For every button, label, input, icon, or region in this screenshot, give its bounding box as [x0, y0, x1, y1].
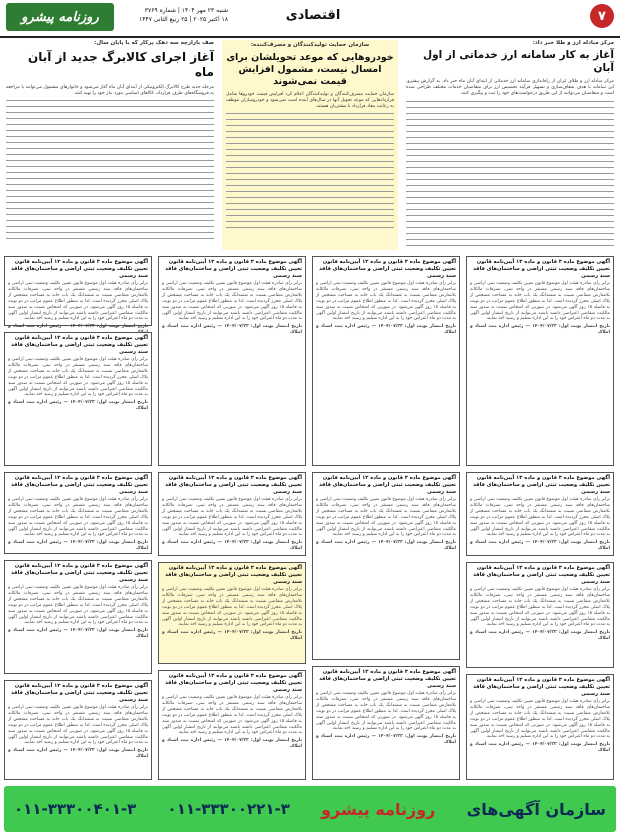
ad-body: برابر رأی صادره هیئت اول موضوع قانون تعیین تکلیف وضعیت ثبتی اراضی و ساختمان‌های فاقد سند رسمی مستقر در واحد ثبتی، تصرفات مالکانه بلامعارض متقاضی نسبت به ششدانگ یک باب خانه به مساحت مشخص از پلاک اصلی محرز گردیده است. لذا به منظور اطلاع عموم مراتب در دو نوبت به فاصله ۱۵ روز آگهی می‌شود. در صورتی که اشخاص نسبت به صدور سند مالکیت متقاضی اعتراضی داشته باشند می‌توانند از تاریخ انتشار اولین آگهی به مدت دو ماه اعتراض خود را به این اداره تسلیم و رسید اخذ نمایند. [470, 497, 610, 538]
ad-body: برابر رأی صادره هیئت اول موضوع قانون تعیین تکلیف وضعیت ثبتی اراضی و ساختمان‌های فاقد سند رسمی مستقر در واحد ثبتی، تصرفات مالکانه بلامعارض متقاضی نسبت به ششدانگ یک باب خانه به مساحت مشخص از پلاک اصلی محرز گردیده است. لذا به منظور اطلاع عموم مراتب در دو نوبت به فاصله ۱۵ روز آگهی می‌شود. در صورتی که اشخاص نسبت به صدور سند مالکیت متقاضی اعتراضی داشته باشند می‌توانند از تاریخ انتشار اولین آگهی به مدت دو ماه اعتراض خود را به این اداره تسلیم و رسید اخذ نمایند. [8, 705, 148, 746]
ad-title: آگهی موضوع ماده ۳ قانون و ماده ۱۳ آیین‌نامه قانون تعیین تکلیف وضعیت ثبتی اراضی و ساختمان‌های فاقد سند رسمی [473, 677, 610, 697]
article-body: سازمان حمایت مصرف‌کنندگان و تولیدکنندگان اعلام کرد افزایش قیمت خودروها شامل قراردادهایی که موعد تحویل آنها در سال‌های آینده است نمی‌شود و خودروسازان موظف به رعایت مفاد قرارداد با مشتریان هستند. [226, 91, 394, 109]
legal-ad-box [158, 670, 306, 780]
ad-footer: تاریخ انتشار نوبت اول: ۱۴۰۴/۰۷/۲۳ — رئیس اداره ثبت اسناد و املاک [316, 324, 456, 336]
ad-title: آگهی موضوع ماده ۳ قانون و ماده ۱۳ آیین‌نامه قانون تعیین تکلیف وضعیت ثبتی اراضی و ساختمان‌های فاقد سند رسمی [11, 475, 148, 495]
legal-ad-box [158, 472, 306, 556]
ad-body: برابر رأی صادره هیئت اول موضوع قانون تعیین تکلیف وضعیت ثبتی اراضی و ساختمان‌های فاقد سند رسمی مستقر در واحد ثبتی، تصرفات مالکانه بلامعارض متقاضی نسبت به ششدانگ یک باب خانه به مساحت مشخص از پلاک اصلی محرز گردیده است. لذا به منظور اطلاع عموم مراتب در دو نوبت به فاصله ۱۵ روز آگهی می‌شود. در صورتی که اشخاص نسبت به صدور سند مالکیت متقاضی اعتراضی داشته باشند می‌توانند از تاریخ انتشار اولین آگهی به مدت دو ماه اعتراض خود را به این اداره تسلیم و رسید اخذ نمایند. [162, 695, 302, 736]
ads-footer-banner [4, 786, 616, 832]
ad-footer: تاریخ انتشار نوبت اول: ۱۴۰۴/۰۷/۲۳ — رئیس اداره ثبت اسناد و املاک [470, 630, 610, 642]
article-headline: آغاز اجرای کالابرگ جدید از آبان ماه [27, 50, 214, 79]
ad-body: برابر رأی صادره هیئت اول موضوع قانون تعیین تکلیف وضعیت ثبتی اراضی و ساختمان‌های فاقد سند رسمی مستقر در واحد ثبتی، تصرفات مالکانه بلامعارض متقاضی نسبت به ششدانگ یک باب خانه به مساحت مشخص از پلاک اصلی محرز گردیده است. لذا به منظور اطلاع عموم مراتب در دو نوبت به فاصله ۱۵ روز آگهی می‌شود. در صورتی که اشخاص نسبت به صدور سند مالکیت متقاضی اعتراضی داشته باشند می‌توانند از تاریخ انتشار اولین آگهی به مدت دو ماه اعتراض خود را به این اداره تسلیم و رسید اخذ نمایند. [8, 357, 148, 398]
legal-ad-box [4, 332, 152, 466]
ad-title: آگهی موضوع ماده ۳ قانون و ماده ۱۳ آیین‌نامه قانون تعیین تکلیف وضعیت ثبتی اراضی و ساختمان‌های فاقد سند رسمی [473, 259, 610, 279]
ad-footer: تاریخ انتشار نوبت اول: ۱۴۰۴/۰۷/۲۳ — رئیس اداره ثبت اسناد و املاک [162, 738, 302, 750]
legal-ad-box [466, 674, 614, 780]
ad-footer: تاریخ انتشار نوبت اول: ۱۴۰۴/۰۷/۲۳ — رئیس اداره ثبت اسناد و املاک [162, 540, 302, 552]
ad-title: آگهی موضوع ماده ۳ قانون و ماده ۱۳ آیین‌نامه قانون تعیین تکلیف وضعیت ثبتی اراضی و ساختمان‌های فاقد سند رسمی [319, 259, 456, 279]
article-car-prices [222, 40, 398, 250]
article-body: مرکز مبادله ارز و طلای ایران از راه‌اندازی سامانه ارز خدماتی از ابتدای آبان ماه خبر داد. به گزارش پیشرو، این سامانه با هدف شفاف‌سازی و تسهیل فرآیند تخصیص ارز برای متقاضیان خدمات مختلف طراحی شده است و متقاضیان می‌توانند از این طریق درخواست‌های خود را ثبت و پیگیری کنند. [406, 79, 614, 97]
ad-title: آگهی موضوع ماده ۳ قانون و ماده ۱۳ آیین‌نامه قانون تعیین تکلیف وضعیت ثبتی اراضی و ساختمان‌های فاقد سند رسمی [165, 673, 302, 693]
footer-phone-2: ۰۱۱-۳۳۳۰۰۴۰۱-۳ [14, 800, 137, 818]
legal-ad-box [4, 256, 152, 330]
ad-title: آگهی موضوع ماده ۳ قانون و ماده ۱۳ آیین‌نامه قانون تعیین تکلیف وضعیت ثبتی اراضی و ساختمان‌های فاقد سند رسمی [319, 475, 456, 495]
ad-footer: تاریخ انتشار نوبت اول: ۱۴۰۴/۰۷/۲۳ — رئیس اداره ثبت اسناد و املاک [470, 324, 610, 336]
newspaper-logo: روزنامه پیشرو [6, 3, 114, 31]
footer-title: سازمان آگهی‌های [466, 799, 606, 819]
ad-title: آگهی موضوع ماده ۳ قانون و ماده ۱۳ آیین‌نامه قانون تعیین تکلیف وضعیت ثبتی اراضی و ساختمان‌های فاقد سند رسمی [473, 475, 610, 495]
article-body: مرحله جدید طرح کالابرگ الکترونیکی از ابتدای آبان ماه آغاز می‌شود و خانوارهای مشمول می‌توانند با مراجعه به فروشگاه‌های طرف قرارداد، کالاهای اساسی مورد نیاز خود را تهیه کنند. [6, 85, 214, 97]
article-currency-system [406, 40, 614, 250]
ad-body: برابر رأی صادره هیئت اول موضوع قانون تعیین تکلیف وضعیت ثبتی اراضی و ساختمان‌های فاقد سند رسمی مستقر در واحد ثبتی، تصرفات مالکانه بلامعارض متقاضی نسبت به ششدانگ یک باب خانه به مساحت مشخص از پلاک اصلی محرز گردیده است. لذا به منظور اطلاع عموم مراتب در دو نوبت به فاصله ۱۵ روز آگهی می‌شود. در صورتی که اشخاص نسبت به صدور سند مالکیت متقاضی اعتراضی داشته باشند می‌توانند از تاریخ انتشار اولین آگهی به مدت دو ماه اعتراض خود را به این اداره تسلیم و رسید اخذ نمایند. [162, 497, 302, 538]
date-line [118, 6, 228, 24]
date-line-persian: شنبه ۲۳ مهر ۱۴۰۴ | شماره ۳۷۶۹ [144, 7, 228, 14]
ad-body: برابر رأی صادره هیئت اول موضوع قانون تعیین تکلیف وضعیت ثبتی اراضی و ساختمان‌های فاقد سند رسمی مستقر در واحد ثبتی، تصرفات مالکانه بلامعارض متقاضی نسبت به ششدانگ یک باب خانه به مساحت مشخص از پلاک اصلی محرز گردیده است. لذا به منظور اطلاع عموم مراتب در دو نوبت به فاصله ۱۵ روز آگهی می‌شود. در صورتی که اشخاص نسبت به صدور سند مالکیت متقاضی اعتراضی داشته باشند می‌توانند از تاریخ انتشار اولین آگهی به مدت دو ماه اعتراض خود را به این اداره تسلیم و رسید اخذ نمایند. [470, 587, 610, 628]
legal-ad-box [4, 560, 152, 674]
ad-footer: تاریخ انتشار نوبت اول: ۱۴۰۴/۰۷/۲۳ — رئیس اداره ثبت اسناد و املاک [8, 748, 148, 760]
ad-footer: تاریخ انتشار نوبت اول: ۱۴۰۴/۰۷/۲۳ — رئیس اداره ثبت اسناد و املاک [316, 540, 456, 552]
ad-title: آگهی موضوع ماده ۳ قانون و ماده ۱۳ آیین‌نامه قانون تعیین تکلیف وضعیت ثبتی اراضی و ساختمان‌های فاقد سند رسمی [11, 335, 148, 355]
article-kicker: مرکز مبادله ارز و طلا خبر داد: [532, 40, 614, 46]
ad-footer: تاریخ انتشار نوبت اول: ۱۴۰۴/۰۷/۲۳ — رئیس اداره ثبت اسناد و املاک [162, 324, 302, 336]
legal-ad-box [312, 666, 460, 780]
ad-footer: تاریخ انتشار نوبت اول: ۱۴۰۴/۰۷/۲۳ — رئیس اداره ثبت اسناد و املاک [8, 628, 148, 640]
ad-footer: تاریخ انتشار نوبت اول: ۱۴۰۴/۰۷/۲۳ — رئیس اداره ثبت اسناد و املاک [470, 742, 610, 754]
page-header [0, 0, 620, 38]
section-title: اقتصادی [285, 8, 341, 23]
legal-ad-box [466, 562, 614, 668]
ad-body: برابر رأی صادره هیئت اول موضوع قانون تعیین تکلیف وضعیت ثبتی اراضی و ساختمان‌های فاقد سند رسمی مستقر در واحد ثبتی، تصرفات مالکانه بلامعارض متقاضی نسبت به ششدانگ یک باب خانه به مساحت مشخص از پلاک اصلی محرز گردیده است. لذا به منظور اطلاع عموم مراتب در دو نوبت به فاصله ۱۵ روز آگهی می‌شود. در صورتی که اشخاص نسبت به صدور سند مالکیت متقاضی اعتراضی داشته باشند می‌توانند از تاریخ انتشار اولین آگهی به مدت دو ماه اعتراض خود را به این اداره تسلیم و رسید اخذ نمایند. [316, 281, 456, 322]
date-line-gregorian: ۱۸ اکتبر ۲۰۲۵ | ۲۵ ربیع الثانی ۱۴۴۷ [139, 16, 228, 23]
page-number-badge: ۷ [590, 4, 614, 28]
legal-ad-box [158, 256, 306, 466]
legal-ad-box [312, 472, 460, 660]
ad-body: برابر رأی صادره هیئت اول موضوع قانون تعیین تکلیف وضعیت ثبتی اراضی و ساختمان‌های فاقد سند رسمی مستقر در واحد ثبتی، تصرفات مالکانه بلامعارض متقاضی نسبت به ششدانگ یک باب خانه به مساحت مشخص از پلاک اصلی محرز گردیده است. لذا به منظور اطلاع عموم مراتب در دو نوبت به فاصله ۱۵ روز آگهی می‌شود. در صورتی که اشخاص نسبت به صدور سند مالکیت متقاضی اعتراضی داشته باشند می‌توانند از تاریخ انتشار اولین آگهی به مدت دو ماه اعتراض خود را به این اداره تسلیم و رسید اخذ نمایند. [316, 497, 456, 538]
ad-title: آگهی موضوع ماده ۳ قانون و ماده ۱۳ آیین‌نامه قانون تعیین تکلیف وضعیت ثبتی اراضی و ساختمان‌های فاقد سند رسمی [165, 475, 302, 495]
ad-body: برابر رأی صادره هیئت اول موضوع قانون تعیین تکلیف وضعیت ثبتی اراضی و ساختمان‌های فاقد سند رسمی مستقر در واحد ثبتی، تصرفات مالکانه بلامعارض متقاضی نسبت به ششدانگ یک باب خانه به مساحت مشخص از پلاک اصلی محرز گردیده است. لذا به منظور اطلاع عموم مراتب در دو نوبت به فاصله ۱۵ روز آگهی می‌شود. در صورتی که اشخاص نسبت به صدور سند مالکیت متقاضی اعتراضی داشته باشند می‌توانند از تاریخ انتشار اولین آگهی به مدت دو ماه اعتراض خود را به این اداره تسلیم و رسید اخذ نمایند. [8, 585, 148, 626]
ad-footer: تاریخ انتشار نوبت اول: ۱۴۰۴/۰۷/۲۳ — رئیس اداره ثبت اسناد و [8, 324, 148, 330]
ad-title: آگهی موضوع ماده ۳ قانون و ماده ۱۳ آیین‌نامه قانون تعیین تکلیف وضعیت ثبتی اراضی و ساختمان‌های فاقد سند رسمی [11, 683, 148, 703]
ad-body: برابر رأی صادره هیئت اول موضوع قانون تعیین تکلیف وضعیت ثبتی اراضی و ساختمان‌های فاقد سند رسمی مستقر در واحد ثبتی، تصرفات مالکانه بلامعارض متقاضی نسبت به ششدانگ یک باب خانه به مساحت مشخص از پلاک اصلی محرز گردیده است. لذا به منظور اطلاع عموم مراتب در دو نوبت به فاصله ۱۵ روز آگهی می‌شود. در صورتی که اشخاص نسبت به صدور سند مالکیت متقاضی اعتراضی داشته باشند می‌توانند از تاریخ انتشار اولین آگهی به مدت دو ماه اعتراض خود را به این اداره تسلیم و رسید اخذ نمایند. [470, 699, 610, 740]
legal-ad-box [158, 562, 306, 664]
footer-brand: روزنامه پیشرو [321, 799, 436, 819]
ad-body: برابر رأی صادره هیئت اول موضوع قانون تعیین تکلیف وضعیت ثبتی اراضی و ساختمان‌های فاقد سند رسمی مستقر در واحد ثبتی، تصرفات مالکانه بلامعارض متقاضی نسبت به ششدانگ یک باب خانه به مساحت مشخص از پلاک اصلی محرز گردیده است. لذا به منظور اطلاع عموم مراتب در دو نوبت به فاصله ۱۵ روز آگهی می‌شود. در صورتی که اشخاص نسبت به صدور سند مالکیت متقاضی اعتراضی داشته باشند می‌توانند از تاریخ انتشار اولین آگهی به مدت دو ماه اعتراض خود را به این اداره تسلیم و رسید اخذ نمایند. [470, 281, 610, 322]
article-kicker: سازمان حمایت تولیدکنندگان و مصرف‌کننده: [250, 42, 370, 48]
legal-ad-box [466, 472, 614, 556]
legal-ad-box [4, 680, 152, 780]
article-kicker: صف بازارچه سه دهک پرکار که با پایان سال: [94, 40, 214, 46]
ad-body: برابر رأی صادره هیئت اول موضوع قانون تعیین تکلیف وضعیت ثبتی اراضی و ساختمان‌های فاقد سند رسمی مستقر در واحد ثبتی، تصرفات مالکانه بلامعارض متقاضی نسبت به ششدانگ یک باب خانه به مساحت مشخص از پلاک اصلی محرز گردیده است. لذا به منظور اطلاع عموم مراتب در دو نوبت به فاصله ۱۵ روز آگهی می‌شود. در صورتی که اشخاص نسبت به صدور سند مالکیت متقاضی اعتراضی داشته باشند می‌توانند از تاریخ انتشار اولین آگهی به مدت دو ماه اعتراض خود را به این اداره تسلیم و رسید اخذ نمایند. [8, 281, 148, 322]
ad-body: برابر رأی صادره هیئت اول موضوع قانون تعیین تکلیف وضعیت ثبتی اراضی و ساختمان‌های فاقد سند رسمی مستقر در واحد ثبتی، تصرفات مالکانه بلامعارض متقاضی نسبت به ششدانگ یک باب خانه به مساحت مشخص از پلاک اصلی محرز گردیده است. لذا به منظور اطلاع عموم مراتب در دو نوبت به فاصله ۱۵ روز آگهی می‌شود. در صورتی که اشخاص نسبت به صدور سند مالکیت متقاضی اعتراضی داشته باشند می‌توانند از تاریخ انتشار اولین آگهی به مدت دو ماه اعتراض خود را به این اداره تسلیم و رسید اخذ نمایند. [162, 281, 302, 322]
ad-footer: تاریخ انتشار نوبت اول: ۱۴۰۴/۰۷/۲۳ — رئیس اداره ثبت اسناد و املاک [8, 400, 148, 412]
article-coupon [6, 40, 214, 250]
legal-ad-box [312, 256, 460, 466]
ad-footer: تاریخ انتشار نوبت اول: ۱۴۰۴/۰۷/۲۳ — رئیس اداره ثبت اسناد و املاک [8, 540, 148, 552]
footer-phone-1: ۰۱۱-۳۳۳۰۰۲۲۱-۳ [167, 800, 290, 818]
ad-title: آگهی موضوع ماده ۳ قانون و ماده ۱۳ آیین‌نامه قانون تعیین تکلیف وضعیت ثبتی اراضی و ساختمان‌های فاقد سند رسمی [473, 565, 610, 585]
ad-title: آگهی موضوع ماده ۳ قانون و ماده ۱۳ آیین‌نامه قانون تعیین تکلیف وضعیت ثبتی اراضی و ساختمان‌های فاقد سند رسمی [319, 669, 456, 689]
ad-title: آگهی موضوع ماده ۳ قانون و ماده ۱۳ آیین‌نامه قانون تعیین تکلیف وضعیت ثبتی اراضی و ساختمان‌های فاقد سند رسمی [11, 563, 148, 583]
ad-footer: تاریخ انتشار نوبت اول: ۱۴۰۴/۰۷/۲۳ — رئیس اداره ثبت اسناد و املاک [162, 630, 302, 642]
article-headline: آغاز به کار سامانه ارز خدماتی از اول آبان [423, 49, 614, 75]
legal-ad-box [4, 472, 152, 554]
ad-title: آگهی موضوع ماده ۳ قانون و ماده ۱۳ آیین‌نامه قانون تعیین تکلیف وضعیت ثبتی اراضی و ساختمان‌های فاقد سند رسمی [11, 259, 148, 279]
legal-ad-box [466, 256, 614, 466]
ad-title: آگهی موضوع ماده ۳ قانون و ماده ۱۳ آیین‌نامه قانون تعیین تکلیف وضعیت ثبتی اراضی و ساختمان‌های فاقد سند رسمی [165, 259, 302, 279]
ad-body: برابر رأی صادره هیئت اول موضوع قانون تعیین تکلیف وضعیت ثبتی اراضی و ساختمان‌های فاقد سند رسمی مستقر در واحد ثبتی، تصرفات مالکانه بلامعارض متقاضی نسبت به ششدانگ یک باب خانه به مساحت مشخص از پلاک اصلی محرز گردیده است. لذا به منظور اطلاع عموم مراتب در دو نوبت به فاصله ۱۵ روز آگهی می‌شود. در صورتی که اشخاص نسبت به صدور سند مالکیت متقاضی اعتراضی داشته باشند می‌توانند از تاریخ انتشار اولین آگهی به مدت دو ماه اعتراض خود را به این اداره تسلیم و رسید اخذ نمایند. [8, 497, 148, 538]
ad-body: برابر رأی صادره هیئت اول موضوع قانون تعیین تکلیف وضعیت ثبتی اراضی و ساختمان‌های فاقد سند رسمی مستقر در واحد ثبتی، تصرفات مالکانه بلامعارض متقاضی نسبت به ششدانگ یک باب خانه به مساحت مشخص از پلاک اصلی محرز گردیده است. لذا به منظور اطلاع عموم مراتب در دو نوبت به فاصله ۱۵ روز آگهی می‌شود. در صورتی که اشخاص نسبت به صدور سند مالکیت متقاضی اعتراضی داشته باشند می‌توانند از تاریخ انتشار اولین آگهی به مدت دو ماه اعتراض خود را به این اداره تسلیم و رسید اخذ نمایند. [316, 691, 456, 732]
ad-footer: تاریخ انتشار نوبت اول: ۱۴۰۴/۰۷/۲۳ — رئیس اداره ثبت اسناد و املاک [470, 540, 610, 552]
ad-footer: تاریخ انتشار نوبت اول: ۱۴۰۴/۰۷/۲۳ — رئیس اداره ثبت اسناد و املاک [316, 734, 456, 746]
article-headline: خودروهایی که موعد تحویلشان برای امسال نیست، مشمول افزایش قیمت نمی‌شوند [226, 52, 394, 87]
ad-body: برابر رأی صادره هیئت اول موضوع قانون تعیین تکلیف وضعیت ثبتی اراضی و ساختمان‌های فاقد سند رسمی مستقر در واحد ثبتی، تصرفات مالکانه بلامعارض متقاضی نسبت به ششدانگ یک باب خانه به مساحت مشخص از پلاک اصلی محرز گردیده است. لذا به منظور اطلاع عموم مراتب در دو نوبت به فاصله ۱۵ روز آگهی می‌شود. در صورتی که اشخاص نسبت به صدور سند مالکیت متقاضی اعتراضی داشته باشند می‌توانند از تاریخ انتشار اولین آگهی به مدت دو ماه اعتراض خود را به این اداره تسلیم و رسید اخذ نمایند. [162, 587, 302, 628]
ad-title: آگهی موضوع ماده ۳ قانون و ماده ۱۳ آیین‌نامه قانون تعیین تکلیف وضعیت ثبتی اراضی و ساختمان‌های فاقد سند رسمی [165, 565, 302, 585]
